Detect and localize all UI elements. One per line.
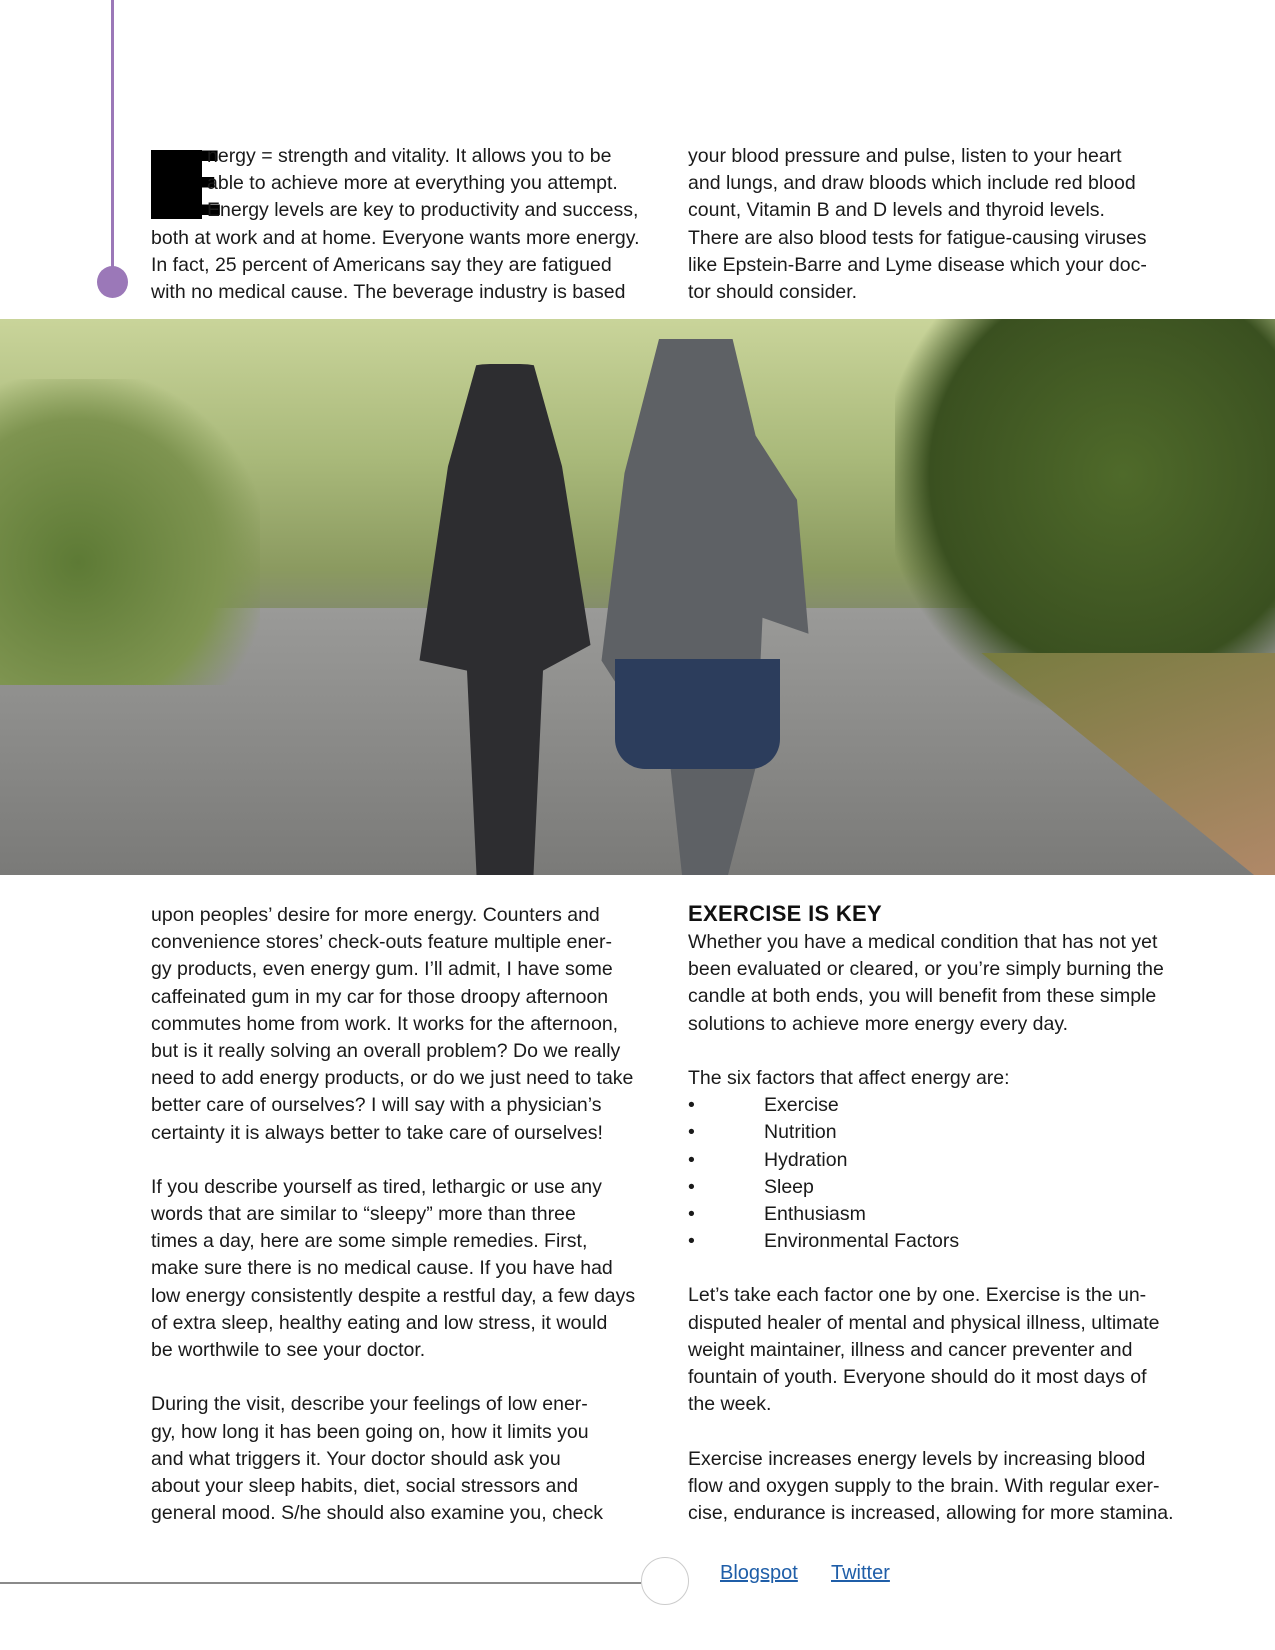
text-line: [151, 1364, 635, 1391]
decorative-dot: [97, 266, 128, 298]
text-line: and lungs, and draw bloods which include red blood: [688, 172, 1136, 195]
factor-label: Enthusiasm: [764, 1202, 866, 1225]
text-line: certainty it is always better to take care of ourselves!: [151, 1121, 603, 1144]
intro-left-column: [149, 130, 640, 306]
text-line: Energy levels are key to productivity and success,: [207, 199, 639, 222]
text-line: been evaluated or cleared, or you’re simply burning the: [688, 958, 1164, 981]
text-line: able to achieve more at everything you attempt.: [207, 172, 618, 195]
text-line: commutes home from work. It works for the afternoon,: [151, 1012, 619, 1035]
text-line: solutions to achieve more energy every day.: [688, 1012, 1069, 1035]
factor-label: Exercise: [764, 1094, 839, 1117]
page-number-circle: [641, 1557, 689, 1605]
text-line: count, Vitamin B and D levels and thyroid levels.: [688, 199, 1105, 222]
body-right-column: [688, 929, 1174, 1527]
text-line: gy products, even energy gum. I’ll admit, I have some: [151, 958, 613, 981]
text-line: upon peoples’ desire for more energy. Counters and: [151, 904, 600, 926]
text-line: During the visit, describe your feelings of low ener-: [151, 1393, 588, 1416]
text-line: gy, how long it has been going on, how it limits you: [151, 1420, 589, 1443]
text-line: Whether you have a medical condition that has not yet: [688, 931, 1158, 953]
factor-list-item: [688, 1201, 1174, 1228]
decorative-vertical-line: [111, 0, 114, 272]
text-line: [688, 1418, 1174, 1445]
text-line: but is it really solving an overall problem? Do we really: [151, 1039, 621, 1062]
text-line: Let’s take each factor one by one. Exercise is the un-: [688, 1284, 1147, 1307]
factor-label: Nutrition: [764, 1121, 837, 1144]
text-line: caffeinated gum in my car for those droopy afternoon: [151, 985, 609, 1008]
factor-list-item: [688, 1092, 1174, 1119]
text-line: The six factors that affect energy are:: [688, 1066, 1010, 1089]
text-line: If you describe yourself as tired, lethargic or use any: [151, 1175, 602, 1198]
factor-list-item: [688, 1147, 1174, 1174]
text-line: weight maintainer, illness and cancer preventer and: [688, 1338, 1133, 1361]
text-line: Exercise increases energy levels by increasing blood: [688, 1447, 1146, 1470]
text-line: need to add energy products, or do we just need to take: [151, 1067, 634, 1090]
text-line: [688, 1255, 1174, 1282]
text-line: [688, 1038, 1174, 1065]
text-line: better care of ourselves? I will say with a physician’s: [151, 1094, 602, 1117]
text-line: [151, 1147, 635, 1174]
text-line: about your sleep habits, diet, social stressors and: [151, 1474, 579, 1497]
text-line: and what triggers it. Your doctor should ask you: [151, 1447, 561, 1470]
factor-label: Hydration: [764, 1148, 848, 1171]
text-line: of extra sleep, healthy eating and low stress, it would: [151, 1311, 608, 1334]
text-line: make sure there is no medical cause. If you have had: [151, 1257, 613, 1280]
text-line: times a day, here are some simple remedies. First,: [151, 1230, 588, 1253]
drop-cap: E: [149, 130, 225, 235]
factor-list-item: [688, 1119, 1174, 1146]
intro-right-column: [688, 143, 1147, 306]
text-line: words that are similar to “sleepy” more than three: [151, 1203, 576, 1226]
blogspot-link[interactable]: Blogspot: [720, 1562, 798, 1584]
text-line: disputed healer of mental and physical illness, ultimate: [688, 1311, 1160, 1334]
bullet-icon: •: [688, 1094, 695, 1117]
factor-list-item: [688, 1228, 1174, 1255]
text-line: In fact, 25 percent of Americans say they are fatigued: [151, 253, 612, 276]
text-line: be worthwile to see your doctor.: [151, 1339, 426, 1361]
text-line: the week.: [688, 1393, 772, 1416]
factor-label: Environmental Factors: [764, 1230, 960, 1253]
text-line: nergy = strength and vitality. It allows you to be: [207, 145, 612, 167]
bullet-icon: •: [688, 1148, 695, 1171]
text-line: flow and oxygen supply to the brain. With regular exer-: [688, 1474, 1160, 1497]
text-line: with no medical cause. The beverage industry is based: [151, 280, 626, 303]
text-line: general mood. S/he should also examine you, check: [151, 1502, 604, 1525]
footer-rule: [0, 1582, 641, 1584]
text-line: like Epstein-Barre and Lyme disease which your doc-: [688, 253, 1147, 276]
bullet-icon: •: [688, 1121, 695, 1144]
text-line: convenience stores’ check-outs feature multiple ener-: [151, 931, 613, 954]
text-line: candle at both ends, you will benefit from these simple: [688, 985, 1157, 1008]
text-line: tor should consider.: [688, 280, 858, 303]
text-line: your blood pressure and pulse, listen to your heart: [688, 145, 1122, 167]
text-line: cise, endurance is increased, allowing for more stamina.: [688, 1501, 1174, 1524]
text-line: There are also blood tests for fatigue-causing viruses: [688, 226, 1147, 249]
twitter-link[interactable]: Twitter: [831, 1562, 890, 1584]
text-line: both at work and at home. Everyone wants more energy.: [151, 226, 640, 249]
section-heading: EXERCISE IS KEY: [688, 901, 883, 926]
bullet-icon: •: [688, 1202, 695, 1225]
bullet-icon: •: [688, 1230, 695, 1253]
body-left-column: [151, 902, 635, 1527]
factor-list-item: [688, 1174, 1174, 1201]
factor-label: Sleep: [764, 1175, 814, 1198]
text-line: fountain of youth. Everyone should do it most days of: [688, 1366, 1147, 1388]
hero-photo-couple-jogging: [0, 319, 1275, 875]
bullet-icon: •: [688, 1175, 695, 1198]
text-line: low energy consistently despite a restful day, a few days: [151, 1284, 636, 1307]
